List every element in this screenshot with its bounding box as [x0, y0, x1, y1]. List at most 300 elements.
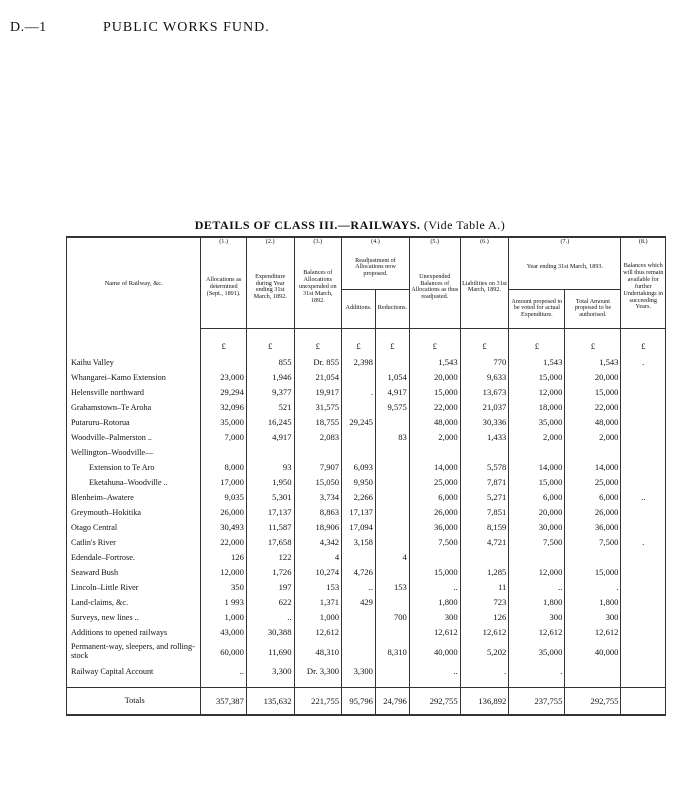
table-row [67, 565, 666, 580]
reductions-cell [375, 520, 409, 535]
railway-name-cell: Otago Central [67, 520, 201, 535]
total-authorised-cell: 1,543 [565, 355, 621, 370]
col-number-1: (1.) [201, 237, 247, 247]
liabilities-cell: 9,633 [460, 370, 509, 385]
table-row [67, 640, 666, 664]
liabilities-cell: 13,673 [460, 385, 509, 400]
balances-remaining-cell: . [621, 355, 666, 370]
reductions-cell: 4 [375, 550, 409, 565]
totals-reductions: 24,796 [375, 687, 409, 715]
additions-cell [342, 370, 376, 385]
unexpended-cell [409, 550, 460, 565]
balances-cell: 12,612 [294, 625, 342, 640]
expenditure-cell: 17,658 [246, 535, 294, 550]
col-header-amount-voted: Amount proposed to be voted for actual Expenditure. [509, 289, 565, 328]
balances-remaining-cell [621, 370, 666, 385]
table-row [67, 445, 666, 460]
liabilities-cell: 7,851 [460, 505, 509, 520]
table-row [67, 430, 666, 445]
total-authorised-cell: . [565, 580, 621, 595]
amount-voted-cell: 300 [509, 610, 565, 625]
table-row [67, 580, 666, 595]
totals-total-authorised: 292,755 [565, 687, 621, 715]
reductions-cell: 1,054 [375, 370, 409, 385]
allocations-cell: 26,000 [201, 505, 247, 520]
reductions-cell [375, 565, 409, 580]
balances-remaining-cell: . [621, 535, 666, 550]
balances-cell: Dr. 3,300 [294, 664, 342, 688]
allocations-cell [201, 445, 247, 460]
balances-remaining-cell [621, 640, 666, 664]
amount-voted-cell: 18,000 [509, 400, 565, 415]
amount-voted-cell: 1,543 [509, 355, 565, 370]
reductions-cell: 83 [375, 430, 409, 445]
reductions-cell [375, 595, 409, 610]
railway-name-cell: Edendale–Fortrose. [67, 550, 201, 565]
expenditure-cell: .. [246, 610, 294, 625]
unexpended-cell: 7,500 [409, 535, 460, 550]
expenditure-cell: 1,946 [246, 370, 294, 385]
additions-cell [342, 400, 376, 415]
total-authorised-cell: 14,000 [565, 460, 621, 475]
unexpended-cell: 36,000 [409, 520, 460, 535]
balances-cell: 153 [294, 580, 342, 595]
balances-remaining-cell [621, 625, 666, 640]
amount-voted-cell [509, 445, 565, 460]
total-authorised-cell: 2,000 [565, 430, 621, 445]
document-title: PUBLIC WORKS FUND. [103, 20, 270, 35]
additions-cell [342, 640, 376, 664]
reductions-cell: 9,575 [375, 400, 409, 415]
col-header-name: Name of Railway, &c. [67, 237, 201, 328]
col-number-3: (3.) [294, 237, 342, 247]
allocations-cell: 12,000 [201, 565, 247, 580]
totals-unexpended: 292,755 [409, 687, 460, 715]
col-header-readjustment: Readjustment of Allocations now proposed. [342, 247, 410, 290]
allocations-cell: 30,493 [201, 520, 247, 535]
railway-name-cell: Additions to opened railways [67, 625, 201, 640]
allocations-cell: 32,096 [201, 400, 247, 415]
amount-voted-cell: 30,000 [509, 520, 565, 535]
unexpended-cell: 14,000 [409, 460, 460, 475]
unexpended-cell: 20,000 [409, 370, 460, 385]
unexpended-cell: 25,000 [409, 475, 460, 490]
balances-cell: 18,755 [294, 415, 342, 430]
balances-cell: 19,917 [294, 385, 342, 400]
additions-cell: 29,245 [342, 415, 376, 430]
totals-additions: 95,796 [342, 687, 376, 715]
liabilities-cell: 770 [460, 355, 509, 370]
balances-remaining-cell [621, 385, 666, 400]
unexpended-cell: 22,000 [409, 400, 460, 415]
total-authorised-cell: 7,500 [565, 535, 621, 550]
col-number-4: (4.) [342, 237, 410, 247]
amount-voted-cell: .. [509, 580, 565, 595]
balances-cell: 8,863 [294, 505, 342, 520]
railway-name-cell: Blenheim–Awatere [67, 490, 201, 505]
currency-cell: £ [342, 328, 376, 355]
col-header-liabilities: Liabilities on 31st March, 1892. [460, 247, 509, 329]
currency-row [67, 328, 666, 355]
currency-cell: £ [409, 328, 460, 355]
additions-cell [342, 610, 376, 625]
balances-cell: 48,310 [294, 640, 342, 664]
additions-cell: 3,158 [342, 535, 376, 550]
liabilities-cell: 126 [460, 610, 509, 625]
table-title-main: DETAILS OF CLASS III.—RAILWAYS. [194, 218, 421, 232]
table-row [67, 625, 666, 640]
unexpended-cell: 40,000 [409, 640, 460, 664]
balances-remaining-cell [621, 505, 666, 520]
railway-name-cell: Catlin's River [67, 535, 201, 550]
totals-balances-remaining [621, 687, 666, 715]
expenditure-cell: 4,917 [246, 430, 294, 445]
table-row [67, 664, 666, 688]
expenditure-cell: 3,300 [246, 664, 294, 688]
liabilities-cell: 7,871 [460, 475, 509, 490]
table-body [67, 328, 666, 687]
balances-cell: 10,274 [294, 565, 342, 580]
balances-remaining-cell [621, 430, 666, 445]
total-authorised-cell: 25,000 [565, 475, 621, 490]
total-authorised-cell: 15,000 [565, 565, 621, 580]
currency-cell: £ [375, 328, 409, 355]
allocations-cell: 8,000 [201, 460, 247, 475]
reductions-cell: 700 [375, 610, 409, 625]
balances-remaining-cell [621, 520, 666, 535]
balances-cell [294, 445, 342, 460]
total-authorised-cell: 26,000 [565, 505, 621, 520]
total-authorised-cell: 300 [565, 610, 621, 625]
allocations-cell: 350 [201, 580, 247, 595]
balances-remaining-cell [621, 550, 666, 565]
amount-voted-cell: 7,500 [509, 535, 565, 550]
liabilities-cell: 21,037 [460, 400, 509, 415]
liabilities-cell: 5,578 [460, 460, 509, 475]
col-number-7: (7.) [509, 237, 621, 247]
liabilities-cell: 723 [460, 595, 509, 610]
unexpended-cell: 15,000 [409, 385, 460, 400]
amount-voted-cell [509, 550, 565, 565]
expenditure-cell: 1,726 [246, 565, 294, 580]
railway-name-cell: Extension to Te Aro [67, 460, 201, 475]
unexpended-cell: .. [409, 580, 460, 595]
additions-cell: 3,300 [342, 664, 376, 688]
balances-cell: 15,050 [294, 475, 342, 490]
additions-cell: 6,093 [342, 460, 376, 475]
currency-cell: £ [565, 328, 621, 355]
expenditure-cell: 17,137 [246, 505, 294, 520]
liabilities-cell [460, 445, 509, 460]
col-header-year-ending: Year ending 31st March, 1893. [509, 247, 621, 290]
railway-name-cell: Permanent-way, sleepers, and rolling-stock [67, 640, 201, 664]
totals-expenditure: 135,632 [246, 687, 294, 715]
amount-voted-cell: 20,000 [509, 505, 565, 520]
unexpended-cell: 48,000 [409, 415, 460, 430]
currency-cell: £ [621, 328, 666, 355]
reductions-cell [375, 445, 409, 460]
liabilities-cell: 5,202 [460, 640, 509, 664]
reductions-cell [375, 505, 409, 520]
balances-cell: 4,342 [294, 535, 342, 550]
total-authorised-cell: 20,000 [565, 370, 621, 385]
table-row [67, 475, 666, 490]
col-header-total-authorised: Total Amount proposed to be authorised. [565, 289, 621, 328]
expenditure-cell: 30,388 [246, 625, 294, 640]
unexpended-cell: 300 [409, 610, 460, 625]
railway-name-cell: Eketahuna–Woodville .. [67, 475, 201, 490]
amount-voted-cell: 15,000 [509, 370, 565, 385]
liabilities-cell: 1,433 [460, 430, 509, 445]
table-title [0, 218, 700, 233]
amount-voted-cell: 14,000 [509, 460, 565, 475]
reductions-cell: 153 [375, 580, 409, 595]
balances-remaining-cell [621, 475, 666, 490]
railway-name-cell: Seaward Bush [67, 565, 201, 580]
railway-name-cell: Greymouth–Hokitika [67, 505, 201, 520]
col-header-balances-unexpended: Balances of Allocations unexpended on 31st March, 1892. [294, 247, 342, 329]
total-authorised-cell [565, 550, 621, 565]
allocations-cell: .. [201, 664, 247, 688]
additions-cell [342, 445, 376, 460]
additions-cell: 17,137 [342, 505, 376, 520]
col-header-expenditure: Expenditure during Year ending 31st March, 1892. [246, 247, 294, 329]
expenditure-cell: 5,301 [246, 490, 294, 505]
allocations-cell: 9,035 [201, 490, 247, 505]
reductions-cell [375, 625, 409, 640]
unexpended-cell: .. [409, 664, 460, 688]
amount-voted-cell: 6,000 [509, 490, 565, 505]
expenditure-cell: 521 [246, 400, 294, 415]
amount-voted-cell: 1,800 [509, 595, 565, 610]
balances-remaining-cell [621, 580, 666, 595]
expenditure-cell: 9,377 [246, 385, 294, 400]
table-title-sub: (Vide Table A.) [423, 218, 506, 232]
col-number-6: (6.) [460, 237, 509, 247]
reductions-cell [375, 460, 409, 475]
allocations-cell: 22,000 [201, 535, 247, 550]
table-row [67, 415, 666, 430]
col-header-allocations: Allocations as determined (Sept., 1891). [201, 247, 247, 329]
allocations-cell: 60,000 [201, 640, 247, 664]
additions-cell: . [342, 385, 376, 400]
railway-name-cell: Kaihu Valley [67, 355, 201, 370]
balances-cell: Dr. 855 [294, 355, 342, 370]
balances-remaining-cell [621, 460, 666, 475]
col-header-reductions: Reductions. [375, 289, 409, 328]
currency-cell-blank [67, 328, 201, 355]
allocations-cell: 7,000 [201, 430, 247, 445]
col-number-8: (8.) [621, 237, 666, 247]
additions-cell: 429 [342, 595, 376, 610]
allocations-cell: 1 993 [201, 595, 247, 610]
allocations-cell [201, 355, 247, 370]
unexpended-cell: 15,000 [409, 565, 460, 580]
table-row [67, 355, 666, 370]
expenditure-cell: 855 [246, 355, 294, 370]
totals-amount-voted: 237,755 [509, 687, 565, 715]
balances-cell: 7,907 [294, 460, 342, 475]
reductions-cell [375, 355, 409, 370]
table-row [67, 385, 666, 400]
reductions-cell [375, 475, 409, 490]
total-authorised-cell [565, 664, 621, 688]
balances-cell: 21,054 [294, 370, 342, 385]
railway-name-cell: Whangarei–Kamo Extension [67, 370, 201, 385]
balances-remaining-cell [621, 595, 666, 610]
table-row [67, 505, 666, 520]
liabilities-cell: 30,336 [460, 415, 509, 430]
railways-table [66, 236, 666, 716]
additions-cell [342, 550, 376, 565]
additions-cell [342, 625, 376, 640]
balances-remaining-cell: .. [621, 490, 666, 505]
currency-cell: £ [509, 328, 565, 355]
document-code: D.—1 [10, 20, 47, 35]
balances-remaining-cell [621, 400, 666, 415]
additions-cell: .. [342, 580, 376, 595]
table-row [67, 520, 666, 535]
amount-voted-cell: 12,000 [509, 565, 565, 580]
railway-name-cell: Woodville–Palmerston .. [67, 430, 201, 445]
balances-remaining-cell [621, 445, 666, 460]
balances-remaining-cell [621, 610, 666, 625]
allocations-cell: 23,000 [201, 370, 247, 385]
balances-cell: 2,083 [294, 430, 342, 445]
additions-cell: 17,094 [342, 520, 376, 535]
table-row [67, 460, 666, 475]
table-row [67, 550, 666, 565]
totals-balances: 221,755 [294, 687, 342, 715]
table-row [67, 595, 666, 610]
balances-cell: 4 [294, 550, 342, 565]
totals-row [67, 687, 666, 715]
additions-cell [342, 430, 376, 445]
expenditure-cell: 16,245 [246, 415, 294, 430]
expenditure-cell: 622 [246, 595, 294, 610]
balances-cell: 1,371 [294, 595, 342, 610]
balances-cell: 31,575 [294, 400, 342, 415]
amount-voted-cell: 2,000 [509, 430, 565, 445]
balances-cell: 18,906 [294, 520, 342, 535]
amount-voted-cell: 35,000 [509, 640, 565, 664]
col-number-5: (5.) [409, 237, 460, 247]
expenditure-cell [246, 445, 294, 460]
balances-remaining-cell [621, 415, 666, 430]
allocations-cell: 1,000 [201, 610, 247, 625]
reductions-cell [375, 490, 409, 505]
liabilities-cell: 5,271 [460, 490, 509, 505]
balances-cell: 3,734 [294, 490, 342, 505]
allocations-cell: 35,000 [201, 415, 247, 430]
table-row [67, 610, 666, 625]
expenditure-cell: 11,690 [246, 640, 294, 664]
additions-cell: 2,398 [342, 355, 376, 370]
balances-cell: 1,000 [294, 610, 342, 625]
liabilities-cell: 12,612 [460, 625, 509, 640]
col-number-2: (2.) [246, 237, 294, 247]
amount-voted-cell: 15,000 [509, 475, 565, 490]
railway-name-cell: Surveys, new lines .. [67, 610, 201, 625]
table-row [67, 400, 666, 415]
railway-name-cell: Helensville northward [67, 385, 201, 400]
railway-name-cell: Railway Capital Account [67, 664, 201, 688]
total-authorised-cell: 6,000 [565, 490, 621, 505]
railway-name-cell: Putaruru–Rotorua [67, 415, 201, 430]
railway-name-cell: Land-claims, &c. [67, 595, 201, 610]
additions-cell: 2,266 [342, 490, 376, 505]
reductions-cell: 4,917 [375, 385, 409, 400]
expenditure-cell: 1,950 [246, 475, 294, 490]
table-row [67, 535, 666, 550]
reductions-cell [375, 415, 409, 430]
col-header-unexpended-readjusted: Unexpended Balances of Allocations as thus readjusted. [409, 247, 460, 329]
table-row [67, 490, 666, 505]
allocations-cell: 29,294 [201, 385, 247, 400]
reductions-cell [375, 664, 409, 688]
total-authorised-cell [565, 445, 621, 460]
currency-cell: £ [246, 328, 294, 355]
railway-name-cell: Grahamstown–Te Aroha [67, 400, 201, 415]
currency-cell: £ [460, 328, 509, 355]
total-authorised-cell: 36,000 [565, 520, 621, 535]
balances-remaining-cell [621, 664, 666, 688]
unexpended-cell: 1,800 [409, 595, 460, 610]
additions-cell: 9,950 [342, 475, 376, 490]
balances-remaining-cell [621, 565, 666, 580]
liabilities-cell [460, 550, 509, 565]
liabilities-cell: 11 [460, 580, 509, 595]
table-row [67, 370, 666, 385]
liabilities-cell: 4,721 [460, 535, 509, 550]
unexpended-cell: 26,000 [409, 505, 460, 520]
amount-voted-cell: 12,612 [509, 625, 565, 640]
expenditure-cell: 11,587 [246, 520, 294, 535]
total-authorised-cell: 12,612 [565, 625, 621, 640]
totals-liabilities: 136,892 [460, 687, 509, 715]
additions-cell: 4,726 [342, 565, 376, 580]
total-authorised-cell: 22,000 [565, 400, 621, 415]
currency-cell: £ [294, 328, 342, 355]
unexpended-cell [409, 445, 460, 460]
unexpended-cell: 2,000 [409, 430, 460, 445]
total-authorised-cell: 48,000 [565, 415, 621, 430]
expenditure-cell: 197 [246, 580, 294, 595]
reductions-cell [375, 535, 409, 550]
currency-cell: £ [201, 328, 247, 355]
total-authorised-cell: 1,800 [565, 595, 621, 610]
totals-allocations: 357,387 [201, 687, 247, 715]
railway-name-cell: Wellington–Woodville— [67, 445, 201, 460]
expenditure-cell: 93 [246, 460, 294, 475]
liabilities-cell: 8,159 [460, 520, 509, 535]
liabilities-cell: 1,285 [460, 565, 509, 580]
total-authorised-cell: 40,000 [565, 640, 621, 664]
total-authorised-cell: 15,000 [565, 385, 621, 400]
column-number-row [67, 237, 666, 247]
unexpended-cell: 6,000 [409, 490, 460, 505]
totals-label: Totals [67, 687, 201, 715]
expenditure-cell: 122 [246, 550, 294, 565]
allocations-cell: 17,000 [201, 475, 247, 490]
col-header-additions: Additions. [342, 289, 376, 328]
amount-voted-cell: 35,000 [509, 415, 565, 430]
unexpended-cell: 12,612 [409, 625, 460, 640]
railway-name-cell: Lincoln–Little River [67, 580, 201, 595]
liabilities-cell: . [460, 664, 509, 688]
amount-voted-cell: . [509, 664, 565, 688]
allocations-cell: 43,000 [201, 625, 247, 640]
